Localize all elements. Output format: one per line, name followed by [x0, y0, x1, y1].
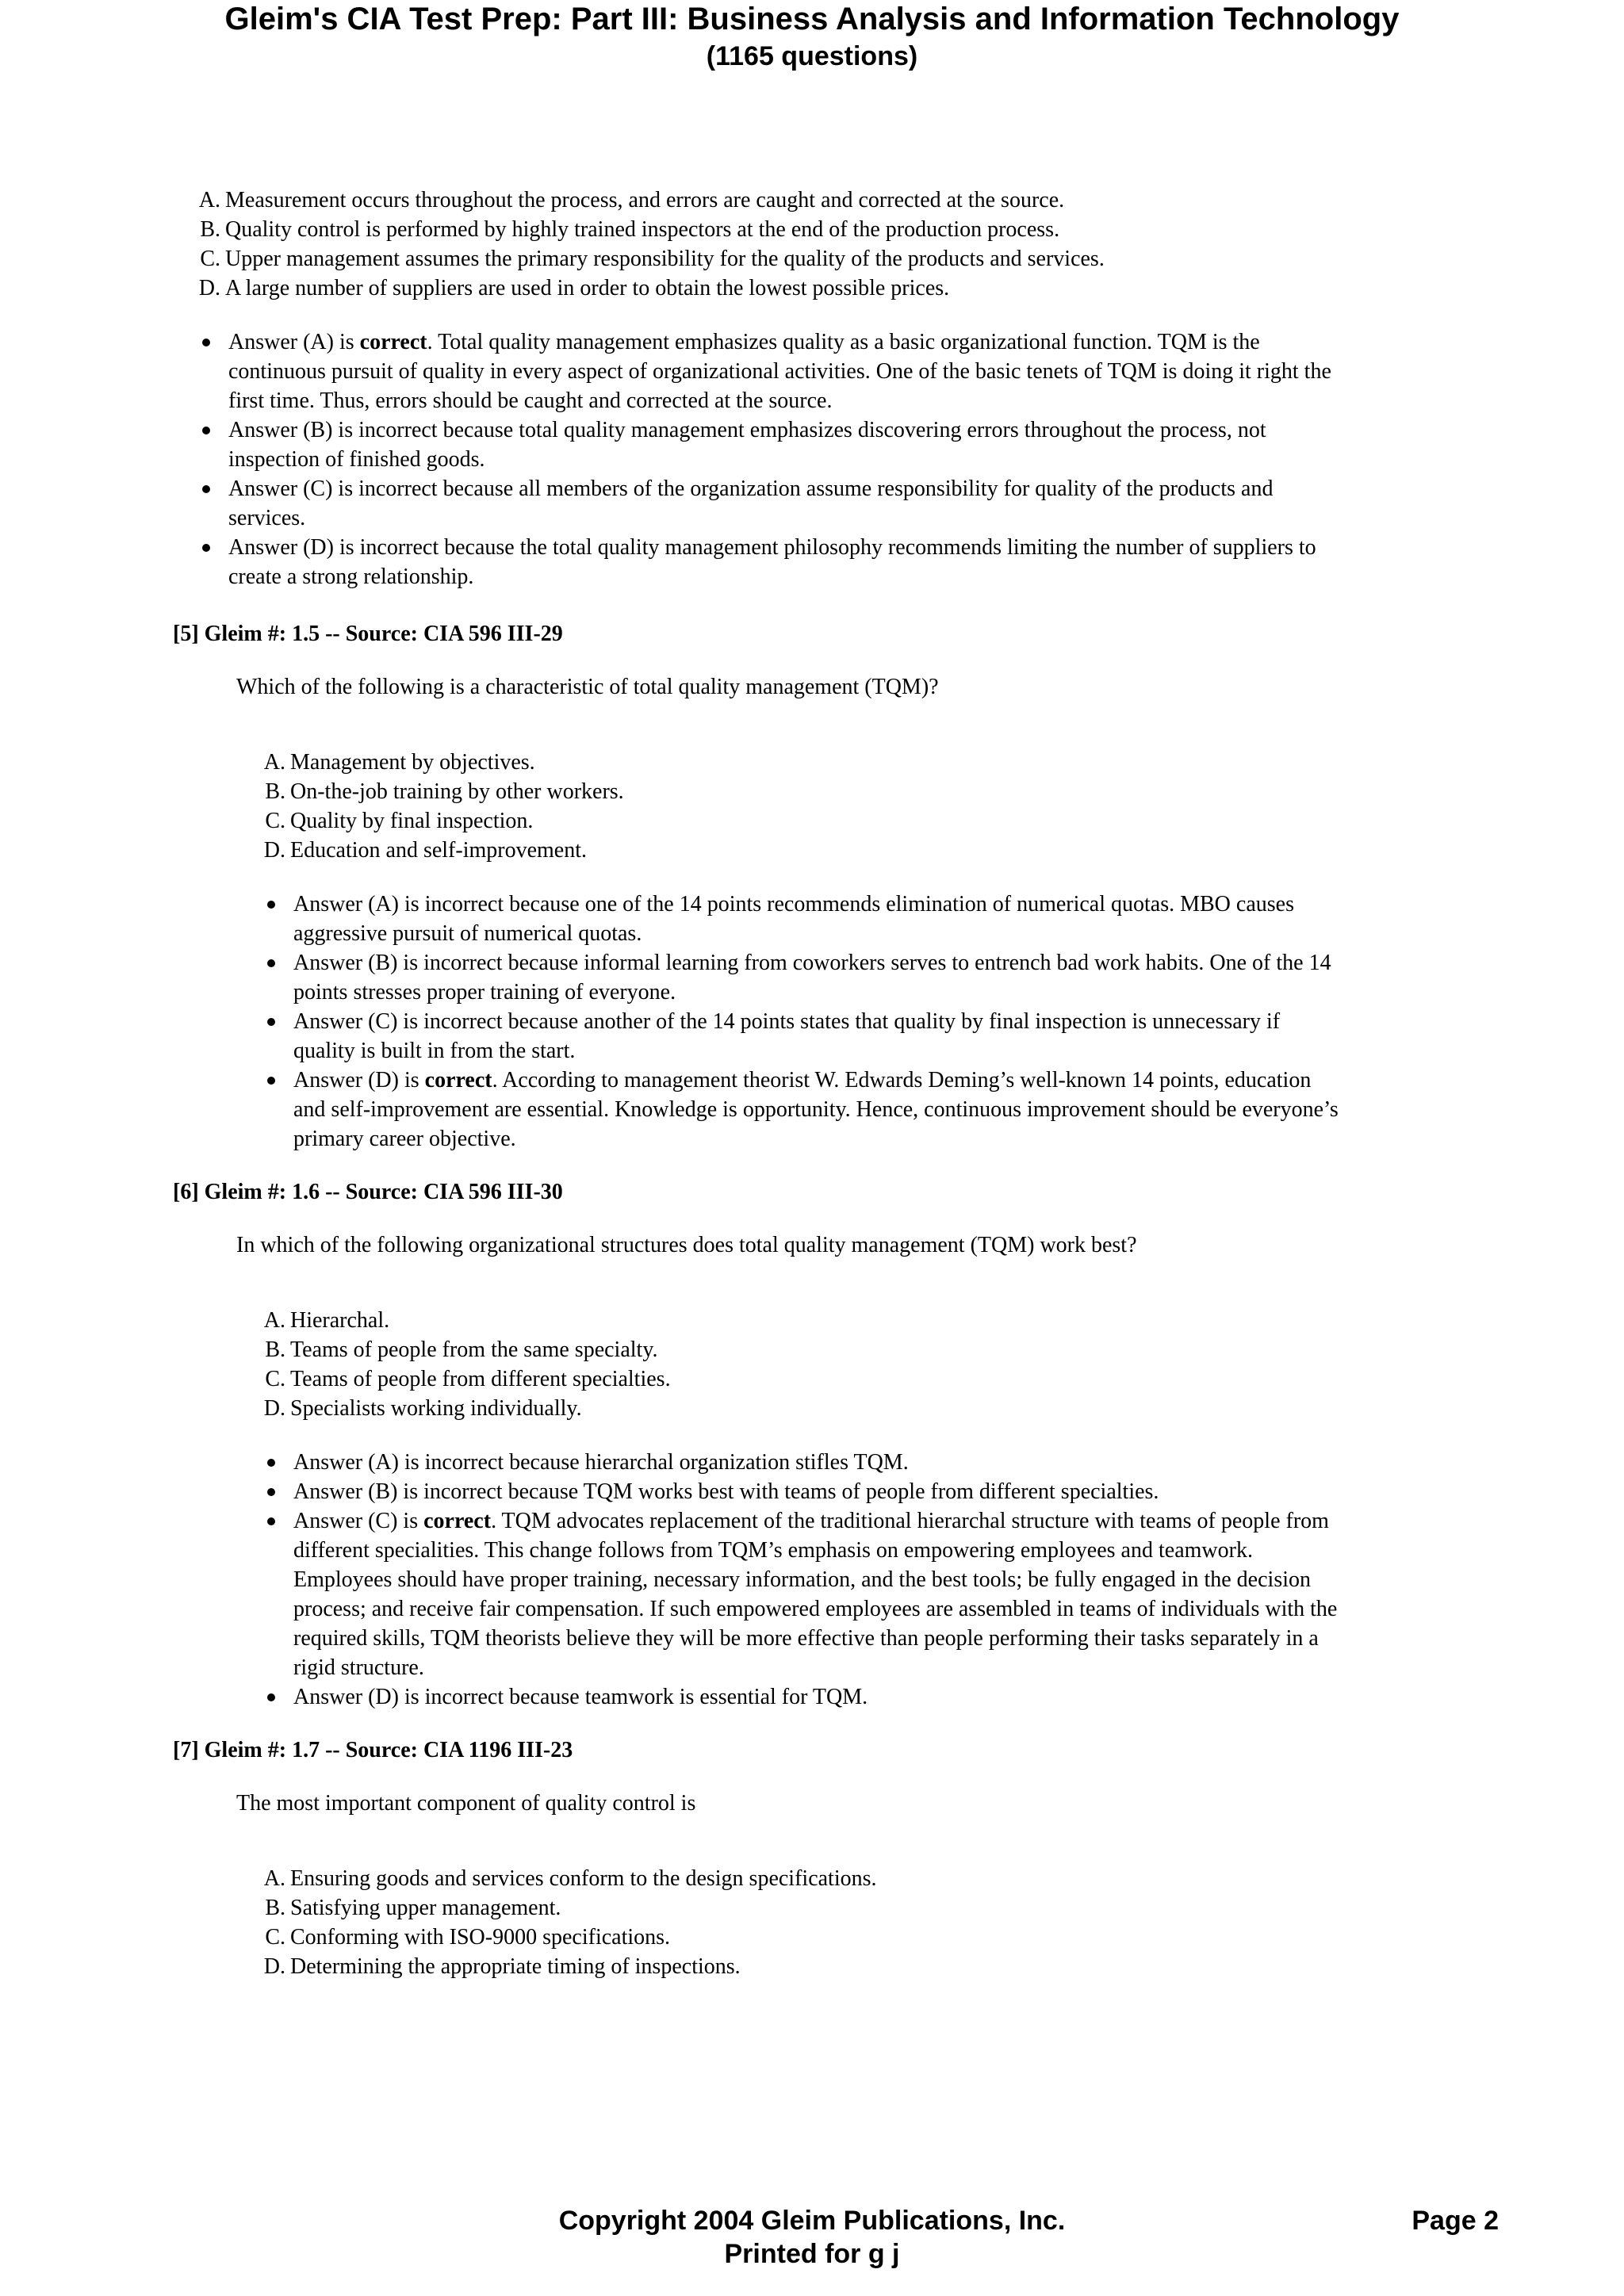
option-letter: B.	[265, 1896, 285, 1920]
page-number: Page 2	[1411, 2206, 1499, 2236]
option-letter: B.	[265, 1337, 285, 1362]
answer-explanation	[267, 1682, 1504, 1712]
bullet-icon	[267, 1517, 275, 1525]
answer-line: process; and receive fair compensation. If such empowered employees are assembled in teams of individuals with the	[293, 1597, 1338, 1621]
bullet-icon	[202, 544, 210, 552]
answer-line: inspection of finished goods.	[228, 447, 485, 472]
answer-line: Answer (C) is incorrect because all members of the organization assume responsibility for quality of the products and	[228, 476, 1274, 501]
option-text: Ensuring goods and services conform to the design specifications.	[290, 1866, 877, 1891]
question-count: (1165 questions)	[706, 41, 918, 71]
document-title: Gleim's CIA Test Prep: Part III: Business Analysis and Information Technology	[224, 2, 1400, 36]
option-text: Upper management assumes the primary responsibility for the quality of the products and services.	[225, 247, 1105, 271]
option-letter: B.	[200, 217, 220, 242]
answer-line: points stresses proper training of everyone.	[293, 980, 676, 1004]
option-text: Conforming with ISO-9000 specifications.	[290, 1925, 671, 1950]
option-text: Determining the appropriate timing of inspections.	[290, 1954, 741, 1979]
answer-explanation	[267, 948, 1504, 1007]
option-letter: A.	[263, 1866, 285, 1891]
answer-line: continuous pursuit of quality in every aspect of organizational activities. One of the basic tenets of TQM is doing it right the	[228, 359, 1331, 384]
answer-line: Answer (A) is correct. Total quality management emphasizes quality as a basic organizational function. TQM is the	[228, 330, 1260, 354]
option-letter: C.	[265, 1925, 285, 1950]
bullet-icon	[267, 959, 275, 967]
option-letter: D.	[198, 276, 220, 300]
option-letter: B.	[265, 779, 285, 804]
question-header: [6] Gleim #: 1.6 -- Source: CIA 596 III-30	[173, 1180, 563, 1204]
question-stem: The most important component of quality control is	[236, 1791, 696, 1816]
answer-line: first time. Thus, errors should be caught and corrected at the source.	[228, 388, 833, 413]
bullet-icon	[202, 339, 210, 346]
answer-explanation	[267, 1007, 1504, 1066]
answer-explanation	[202, 533, 1503, 591]
copyright-notice: Copyright 2004 Gleim Publications, Inc.	[558, 2206, 1066, 2236]
option-letter: C.	[200, 247, 220, 271]
option-text: Satisfying upper management.	[290, 1896, 561, 1920]
bullet-icon	[267, 1077, 275, 1085]
option-letter: D.	[263, 1396, 285, 1421]
answer-line: quality is built in from the start.	[293, 1039, 576, 1063]
option-text: Teams of people from the same specialty.	[290, 1337, 658, 1362]
answer-line: Answer (B) is incorrect because TQM works best with teams of people from different specialties.	[293, 1479, 1159, 1504]
bullet-icon	[202, 485, 210, 493]
answer-line: rigid structure.	[293, 1655, 424, 1680]
answer-line: and self-improvement are essential. Knowledge is opportunity. Hence, continuous improvement should be everyone’s	[293, 1097, 1339, 1122]
bullet-icon	[267, 901, 275, 909]
option-text: Teams of people from different specialties.	[290, 1367, 671, 1391]
answer-line: Answer (B) is incorrect because informal learning from coworkers serves to entrench bad work habits. One of the 14	[293, 951, 1331, 975]
option-text: Education and self-improvement.	[290, 838, 587, 863]
option-text: On-the-job training by other workers.	[290, 779, 624, 804]
answer-line: aggressive pursuit of numerical quotas.	[293, 921, 642, 946]
answer-line: create a strong relationship.	[228, 564, 474, 589]
option-letter: A.	[198, 188, 220, 212]
option-text: A large number of suppliers are used in order to obtain the lowest possible prices.	[225, 276, 950, 300]
answer-line: Answer (D) is incorrect because teamwork is essential for TQM.	[293, 1685, 868, 1709]
option-text: Measurement occurs throughout the process, and errors are caught and corrected at the source.	[225, 188, 1065, 212]
answer-explanation	[202, 327, 1503, 415]
answer-line: services.	[228, 506, 306, 530]
question-header: [7] Gleim #: 1.7 -- Source: CIA 1196 III-23	[173, 1738, 573, 1762]
option-letter: A.	[263, 750, 285, 775]
bullet-icon	[267, 1693, 275, 1701]
q6-answers	[267, 1448, 1504, 1712]
answer-line: Answer (C) is incorrect because another of the 14 points states that quality by final inspection is unnecessary if	[293, 1009, 1281, 1034]
option-letter: D.	[263, 1954, 285, 1979]
question-header: [5] Gleim #: 1.5 -- Source: CIA 596 III-29	[173, 622, 563, 646]
answer-line: Answer (A) is incorrect because one of the 14 points recommends elimination of numerical quotas. MBO causes	[293, 892, 1294, 916]
answer-line: Answer (A) is incorrect because hierarchal organization stifles TQM.	[293, 1450, 909, 1475]
option-letter: C.	[265, 1367, 285, 1391]
bullet-icon	[267, 1018, 275, 1026]
answer-line: required skills, TQM theorists believe they will be more effective than people performing their tasks separately in a	[293, 1626, 1319, 1651]
answer-line: Answer (C) is correct. TQM advocates replacement of the traditional hierarchal structure with teams of people from	[293, 1509, 1329, 1533]
option-text: Quality control is performed by highly trained inspectors at the end of the production process.	[225, 217, 1060, 242]
answer-line: Answer (D) is correct. According to management theorist W. Edwards Deming’s well-known 14 points, education	[293, 1068, 1312, 1093]
question-stem: In which of the following organizational structures does total quality management (TQM) work best?	[236, 1233, 1137, 1257]
option-letter: D.	[263, 838, 285, 863]
q5-answers	[267, 890, 1504, 1154]
answer-explanation	[267, 1506, 1504, 1682]
answer-line: Employees should have proper training, necessary information, and the best tools; be fully engaged in the decision	[293, 1567, 1311, 1592]
answer-explanation	[202, 474, 1503, 533]
answer-explanation	[267, 1066, 1504, 1154]
option-letter: A.	[263, 1308, 285, 1333]
option-text: Quality by final inspection.	[290, 809, 534, 833]
answer-explanation	[267, 1477, 1504, 1506]
q4-answers	[202, 327, 1503, 591]
printed-for: Printed for g j	[724, 2239, 900, 2269]
bullet-icon	[267, 1488, 275, 1496]
option-text: Hierarchal.	[290, 1308, 390, 1333]
answer-explanation	[267, 1448, 1504, 1477]
option-text: Management by objectives.	[290, 750, 535, 775]
answer-line: different specialities. This change follows from TQM’s emphasis on empowering employees and teamwork.	[293, 1538, 1253, 1563]
answer-explanation	[267, 890, 1504, 948]
answer-line: Answer (B) is incorrect because total quality management emphasizes discovering errors throughout the process, not	[228, 418, 1266, 442]
option-letter: C.	[265, 809, 285, 833]
bullet-icon	[202, 427, 210, 434]
answer-explanation	[202, 415, 1503, 474]
bullet-icon	[267, 1459, 275, 1467]
option-text: Specialists working individually.	[290, 1396, 582, 1421]
answer-line: primary career objective.	[293, 1127, 516, 1151]
answer-line: Answer (D) is incorrect because the total quality management philosophy recommends limiting the number of suppliers to	[228, 535, 1316, 560]
question-stem: Which of the following is a characteristic of total quality management (TQM)?	[236, 675, 939, 699]
